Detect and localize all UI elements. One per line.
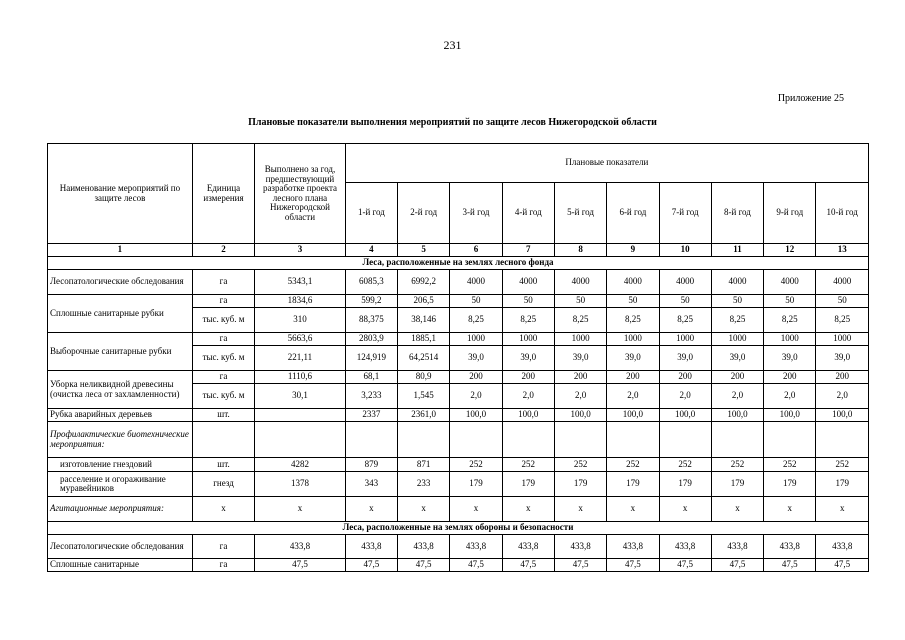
cell: 1000 [659,333,711,346]
cell: 47,5 [345,559,397,572]
row-unit: тыс. куб. м [192,384,254,409]
cell: 47,5 [398,559,450,572]
cell: 879 [345,458,397,472]
cell: 39,0 [554,346,606,371]
cell: 4000 [502,270,554,295]
cell: 80,9 [398,371,450,384]
row-name: Сплошные санитарные рубки [48,295,193,333]
row-name: Выборочные санитарные рубки [48,333,193,371]
header-year: 2-й год [398,183,450,244]
cell: x [398,497,450,522]
row-name: Лесопатологические обследования [48,270,193,295]
row-unit: гнезд [192,472,254,497]
cell: 47,5 [554,559,606,572]
cell: 1000 [450,333,502,346]
cell: 2,0 [711,384,763,409]
header-year: 4-й год [502,183,554,244]
cell: 1110,6 [255,371,346,384]
cell: 433,8 [502,535,554,559]
section-defense: Леса, расположенные на землях обороны и безопасности [48,522,869,535]
cell: 6992,2 [398,270,450,295]
row-unit: га [192,295,254,308]
cell: x [816,497,869,522]
cell [255,409,346,422]
cell: 39,0 [502,346,554,371]
cell: 433,8 [255,535,346,559]
cell: 50 [659,295,711,308]
cell: 8,25 [711,308,763,333]
cell: 200 [607,371,659,384]
table-row [48,458,869,472]
cell: 100,0 [711,409,763,422]
cell: 1,545 [398,384,450,409]
table-row [48,371,869,384]
cell: 200 [659,371,711,384]
cell: 179 [554,472,606,497]
cell: 1000 [502,333,554,346]
cell: 39,0 [659,346,711,371]
cell: 433,8 [607,535,659,559]
table-row [48,422,869,458]
cell: 871 [398,458,450,472]
cell: 8,25 [764,308,816,333]
row-unit: га [192,371,254,384]
cell: 4000 [607,270,659,295]
cell: 252 [554,458,606,472]
row-name: Агитационные мероприятия: [48,497,193,522]
cell [764,422,816,458]
cell: 100,0 [502,409,554,422]
row-unit: шт. [192,458,254,472]
row-unit: x [192,497,254,522]
cell: x [450,497,502,522]
cell: 179 [450,472,502,497]
cell: 50 [607,295,659,308]
cell: 233 [398,472,450,497]
table-row [48,270,869,295]
cell: 5343,1 [255,270,346,295]
cell: 179 [816,472,869,497]
cell [398,422,450,458]
cell: 2,0 [607,384,659,409]
planned-indicators-table [47,143,869,572]
row-unit: га [192,270,254,295]
cell: 1885,1 [398,333,450,346]
cell: x [554,497,606,522]
cell: 433,8 [450,535,502,559]
cell: 179 [764,472,816,497]
cell: 50 [450,295,502,308]
column-index: 1 [48,244,193,257]
cell: 200 [502,371,554,384]
cell: 310 [255,308,346,333]
cell [345,422,397,458]
cell [450,422,502,458]
cell: 100,0 [659,409,711,422]
row-name: Рубка аварийных деревьев [48,409,193,422]
column-index: 9 [607,244,659,257]
table-row [48,295,869,308]
cell: 4000 [659,270,711,295]
page-number: 231 [443,38,462,52]
row-unit: га [192,535,254,559]
row-unit: га [192,559,254,572]
cell: 433,8 [816,535,869,559]
cell: 100,0 [554,409,606,422]
header-planned-indicators: Плановые показатели [345,144,868,183]
row-name: Сплошные санитарные [48,559,193,572]
row-name: изготовление гнездовий [48,458,193,472]
cell: 50 [502,295,554,308]
column-index: 10 [659,244,711,257]
table-row [48,409,869,422]
cell: 2,0 [554,384,606,409]
cell: x [711,497,763,522]
cell: 4000 [764,270,816,295]
cell: 88,375 [345,308,397,333]
column-index: 7 [502,244,554,257]
cell: 252 [764,458,816,472]
cell: 124,919 [345,346,397,371]
column-index: 2 [192,244,254,257]
cell: 2,0 [816,384,869,409]
table-row [48,333,869,346]
cell: 1834,6 [255,295,346,308]
cell: 4000 [816,270,869,295]
cell: 252 [607,458,659,472]
cell: 39,0 [711,346,763,371]
cell: 50 [554,295,606,308]
header-year: 6-й год [607,183,659,244]
cell: x [502,497,554,522]
cell: 100,0 [450,409,502,422]
cell: 100,0 [764,409,816,422]
appendix-label: Приложение 25 [777,93,844,104]
cell: 1000 [764,333,816,346]
cell: x [345,497,397,522]
cell [255,422,346,458]
cell: 252 [816,458,869,472]
cell: 47,5 [255,559,346,572]
column-index: 11 [711,244,763,257]
table-row [48,559,869,572]
row-name: Уборка неликвидной древесины (очистка леса от захламленности) [48,371,193,409]
header-done-prev-year: Выполнено за год, предшествующий разработке проекта лесного плана Нижегородской области [255,144,346,244]
cell: 50 [711,295,763,308]
cell: 4000 [450,270,502,295]
document-title: Плановые показатели выполнения мероприятий по защите лесов Нижегородской области [248,117,657,128]
column-index: 3 [255,244,346,257]
header-year: 5-й год [554,183,606,244]
cell: 206,5 [398,295,450,308]
cell: 1000 [711,333,763,346]
cell: 50 [764,295,816,308]
cell: 5663,6 [255,333,346,346]
cell: 1000 [607,333,659,346]
row-unit: тыс. куб. м [192,308,254,333]
cell: 39,0 [450,346,502,371]
cell: 6085,3 [345,270,397,295]
header-year: 3-й год [450,183,502,244]
cell: 47,5 [816,559,869,572]
cell [554,422,606,458]
header-year: 8-й год [711,183,763,244]
cell: 1378 [255,472,346,497]
cell: 100,0 [607,409,659,422]
cell: 2,0 [450,384,502,409]
cell: 2,0 [502,384,554,409]
cell: 47,5 [764,559,816,572]
cell: 47,5 [659,559,711,572]
row-name: Профилактические биотехнические мероприятия: [48,422,193,458]
cell: 39,0 [607,346,659,371]
cell: 179 [711,472,763,497]
cell [711,422,763,458]
cell: 8,25 [816,308,869,333]
cell: 252 [502,458,554,472]
header-year: 9-й год [764,183,816,244]
cell: x [659,497,711,522]
header-year: 10-й год [816,183,869,244]
cell: 8,25 [450,308,502,333]
column-index: 12 [764,244,816,257]
cell [502,422,554,458]
cell: 1000 [816,333,869,346]
cell: 252 [659,458,711,472]
column-index: 6 [450,244,502,257]
cell: 8,25 [502,308,554,333]
cell: 4282 [255,458,346,472]
cell [607,422,659,458]
row-name: Лесопатологические обследования [48,535,193,559]
cell: 38,146 [398,308,450,333]
cell: 100,0 [816,409,869,422]
cell: 200 [554,371,606,384]
cell: 3,233 [345,384,397,409]
cell: 179 [659,472,711,497]
cell: 2803,9 [345,333,397,346]
column-index: 4 [345,244,397,257]
cell: 433,8 [764,535,816,559]
cell: 200 [764,371,816,384]
cell: 47,5 [502,559,554,572]
cell: 2,0 [659,384,711,409]
cell: 599,2 [345,295,397,308]
cell: 200 [711,371,763,384]
cell: 433,8 [659,535,711,559]
cell: 8,25 [607,308,659,333]
cell: 252 [450,458,502,472]
cell: 200 [450,371,502,384]
column-index: 5 [398,244,450,257]
row-unit: га [192,333,254,346]
cell: 39,0 [764,346,816,371]
cell: 252 [711,458,763,472]
cell: 433,8 [398,535,450,559]
table-row [48,535,869,559]
table-row [48,472,869,497]
cell: 4000 [711,270,763,295]
cell: 433,8 [554,535,606,559]
cell: 343 [345,472,397,497]
section-forest-fund: Леса, расположенные на землях лесного фонда [48,257,869,270]
cell: 68,1 [345,371,397,384]
header-year: 7-й год [659,183,711,244]
cell: 179 [502,472,554,497]
cell: x [255,497,346,522]
cell: x [607,497,659,522]
cell: 2361,0 [398,409,450,422]
cell: 50 [816,295,869,308]
cell [659,422,711,458]
cell: 8,25 [659,308,711,333]
cell: 39,0 [816,346,869,371]
row-name: расселение и огораживание муравейников [48,472,193,497]
row-unit: тыс. куб. м [192,346,254,371]
cell: 8,25 [554,308,606,333]
cell: 4000 [554,270,606,295]
column-index-row [48,244,869,257]
column-index: 8 [554,244,606,257]
cell: 2337 [345,409,397,422]
cell [192,422,254,458]
header-activity: Наименование мероприятий по защите лесов [48,144,193,244]
cell: 1000 [554,333,606,346]
cell: 221,11 [255,346,346,371]
cell: 179 [607,472,659,497]
cell: 47,5 [607,559,659,572]
cell: 200 [816,371,869,384]
cell: 433,8 [711,535,763,559]
cell: x [764,497,816,522]
table-row [48,497,869,522]
header-year: 1-й год [345,183,397,244]
cell [816,422,869,458]
cell: 47,5 [711,559,763,572]
cell: 47,5 [450,559,502,572]
cell: 30,1 [255,384,346,409]
cell: 64,2514 [398,346,450,371]
column-index: 13 [816,244,869,257]
row-unit: шт. [192,409,254,422]
header-unit: Единица измерения [192,144,254,244]
cell: 2,0 [764,384,816,409]
cell: 433,8 [345,535,397,559]
